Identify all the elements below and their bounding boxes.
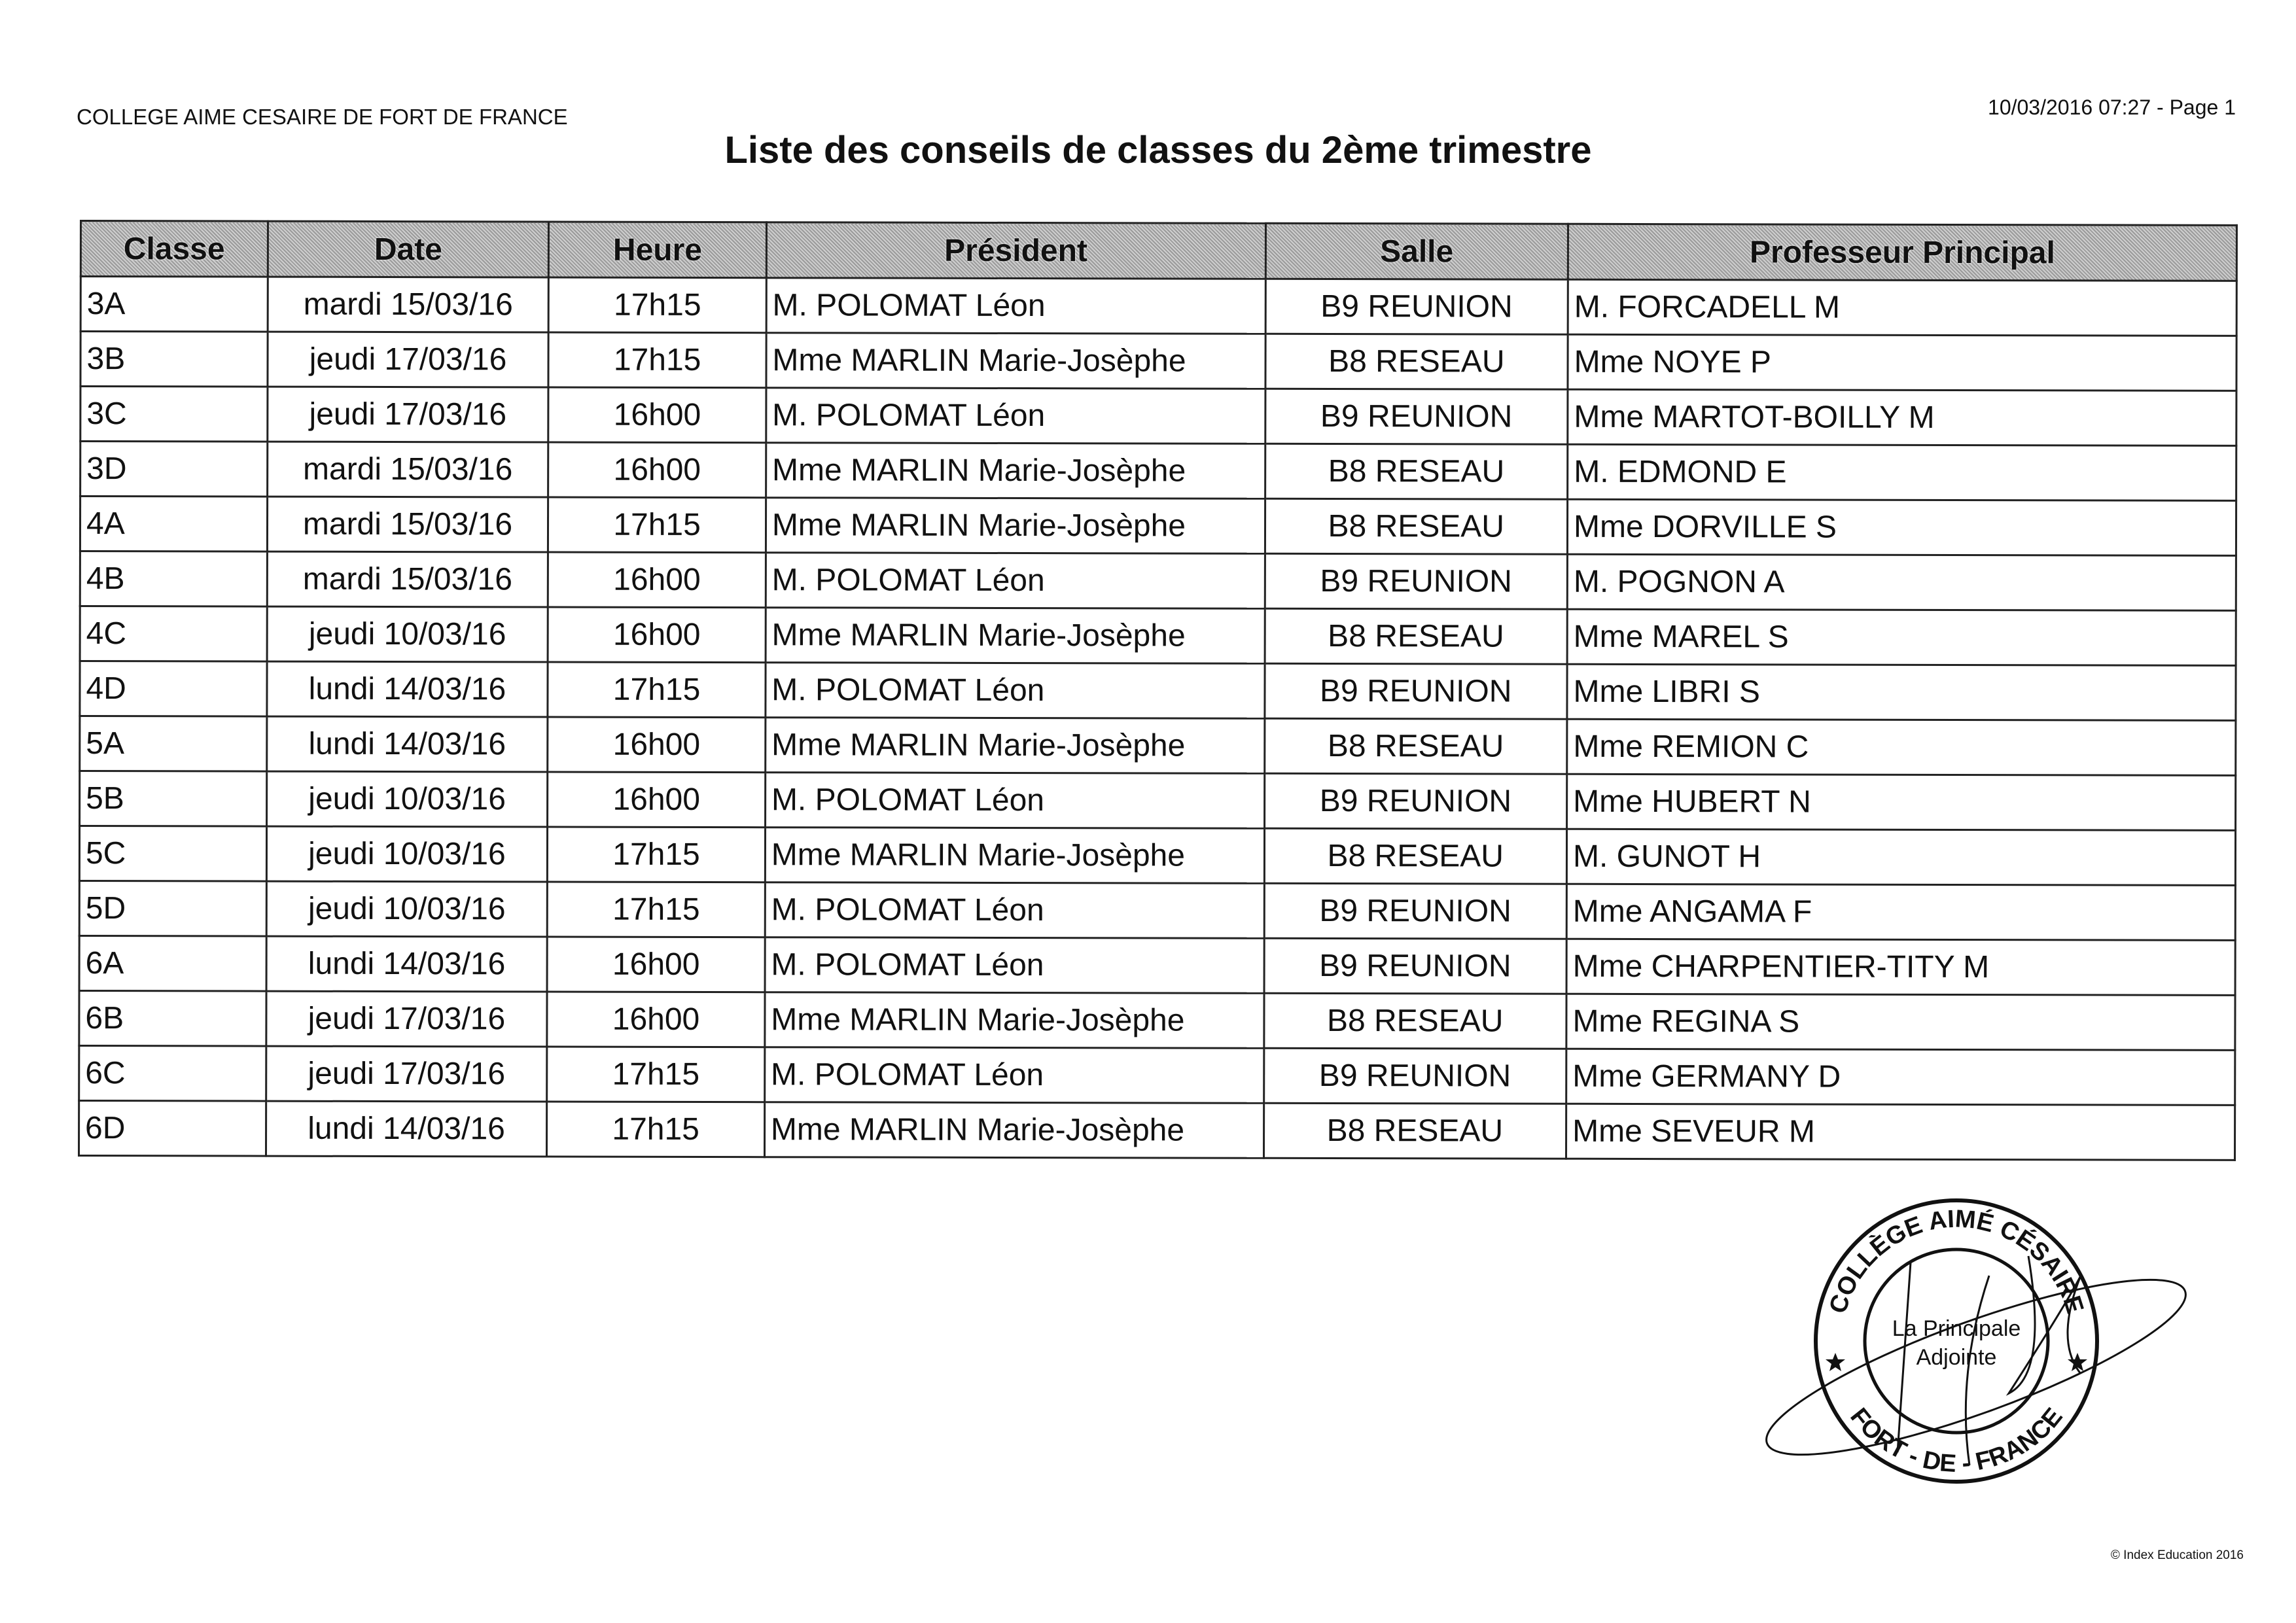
seal-center-line1: La Principale [1892, 1316, 2021, 1341]
table-cell: B8 RESEAU [1264, 718, 1567, 774]
table-cell: M. GUNOT H [1566, 829, 2235, 885]
table-row [80, 551, 2236, 611]
table-cell: Mme MARLIN Marie-Josèphe [766, 443, 1265, 499]
table-cell: lundi 14/03/16 [266, 716, 548, 772]
table-cell: M. POLOMAT Léon [765, 882, 1264, 939]
column-header: Heure [549, 222, 767, 278]
table-body [79, 277, 2237, 1161]
table-cell: B8 RESEAU [1265, 498, 1568, 554]
table-cell: M. POLOMAT Léon [766, 553, 1265, 609]
table-cell: M. POGNON A [1567, 554, 2236, 610]
table-cell: B9 REUNION [1264, 773, 1567, 829]
table-row [79, 826, 2235, 886]
table-cell: B9 REUNION [1264, 883, 1567, 939]
table-cell: 4D [80, 661, 267, 717]
table-cell: 17h15 [548, 827, 766, 882]
table-cell: B8 RESEAU [1264, 828, 1567, 884]
table-cell: B9 REUNION [1265, 553, 1568, 609]
seal-bottom-text: FORT - DE - FRANCE [1845, 1403, 2068, 1478]
table-cell: mardi 15/03/16 [267, 551, 548, 607]
table-cell: B9 REUNION [1263, 1048, 1566, 1104]
school-name: COLLEGE AIME CESAIRE DE FORT DE FRANCE [77, 105, 568, 129]
table-cell: M. POLOMAT Léon [765, 773, 1264, 829]
table-cell: jeudi 17/03/16 [266, 991, 547, 1047]
table-cell: 3A [80, 277, 268, 332]
table-cell: 3D [80, 442, 268, 497]
table-cell: 16h00 [548, 717, 766, 773]
table-row [80, 277, 2236, 336]
table-cell: B9 REUNION [1265, 279, 1568, 334]
table-row [80, 661, 2236, 721]
table-cell: 6D [79, 1101, 266, 1157]
table-cell: Mme HUBERT N [1567, 774, 2236, 830]
table-cell: Mme ANGAMA F [1566, 884, 2235, 940]
table-cell: Mme MARLIN Marie-Josèphe [765, 828, 1264, 884]
table-cell: Mme DORVILLE S [1567, 499, 2236, 555]
table-cell: Mme MARLIN Marie-Josèphe [764, 1102, 1263, 1159]
table-cell: Mme MARLIN Marie-Josèphe [766, 333, 1265, 389]
table-cell: Mme MARLIN Marie-Josèphe [766, 498, 1265, 554]
class-council-table [78, 220, 2238, 1161]
table-row [79, 991, 2235, 1051]
table-cell: 6B [79, 991, 266, 1047]
table-cell: jeudi 17/03/16 [266, 1046, 547, 1102]
table-cell: Mme CHARPENTIER-TITY M [1566, 939, 2235, 995]
table-cell: Mme MARLIN Marie-Josèphe [766, 718, 1265, 774]
table-cell: B8 RESEAU [1263, 993, 1566, 1049]
table-cell: 17h15 [548, 882, 766, 937]
table-cell: M. POLOMAT Léon [765, 937, 1264, 994]
table-cell: Mme MARLIN Marie-Josèphe [766, 608, 1265, 664]
table-cell: M. FORCADELL M [1568, 279, 2236, 336]
school-seal-signature [1740, 1191, 2238, 1498]
table-cell: M. POLOMAT Léon [766, 663, 1265, 719]
table-cell: 17h15 [548, 497, 766, 553]
table-cell: jeudi 10/03/16 [266, 826, 548, 882]
table-cell: B9 REUNION [1264, 663, 1567, 719]
table-header-row [80, 221, 2236, 281]
table-cell: B8 RESEAU [1265, 444, 1568, 499]
table-cell: mardi 15/03/16 [268, 277, 549, 332]
table-cell: Mme REMION C [1567, 719, 2236, 775]
table-cell: 5D [79, 881, 266, 937]
copyright: © Index Education 2016 [2110, 1548, 2244, 1562]
table-cell: Mme MARLIN Marie-Josèphe [765, 992, 1264, 1049]
table-row [79, 881, 2235, 941]
table-cell: B8 RESEAU [1265, 334, 1568, 389]
table-cell: jeudi 10/03/16 [266, 881, 548, 937]
table-cell: jeudi 17/03/16 [268, 332, 549, 387]
table-row [80, 387, 2236, 446]
table-cell: B8 RESEAU [1263, 1103, 1566, 1159]
seal-top-text: COLLÈGE AIMÉ CÉSAIRE [1824, 1205, 2089, 1317]
table-cell: 16h00 [548, 552, 766, 608]
table-cell: mardi 15/03/16 [267, 442, 548, 497]
table-cell: 6A [79, 936, 266, 992]
table-cell: Mme GERMANY D [1566, 1049, 2235, 1105]
table-cell: M. POLOMAT Léon [765, 1047, 1264, 1104]
page-title: Liste des conseils de classes du 2ème trimestre [724, 129, 1592, 171]
table-cell: 16h00 [548, 607, 766, 663]
table-row [80, 332, 2236, 391]
table-row [80, 771, 2236, 831]
table-row [80, 497, 2236, 556]
table-cell: B8 RESEAU [1265, 608, 1568, 664]
table-cell: 17h15 [547, 1102, 765, 1157]
table-cell: 3B [80, 332, 268, 387]
table-cell: 16h00 [547, 992, 765, 1047]
table-cell: 5C [79, 826, 266, 882]
table-cell: lundi 14/03/16 [266, 1101, 547, 1157]
table-cell: M. POLOMAT Léon [766, 278, 1265, 334]
column-header: Classe [80, 221, 268, 277]
table-cell: M. POLOMAT Léon [766, 388, 1265, 444]
table-cell: 5B [80, 771, 267, 827]
table-cell: 17h15 [547, 1047, 765, 1102]
table-cell: jeudi 10/03/16 [267, 606, 548, 662]
table-cell: Mme MARTOT-BOILLY M [1568, 389, 2236, 445]
table-cell: 16h00 [548, 442, 766, 498]
table-cell: 17h15 [548, 662, 766, 718]
table-cell: Mme NOYE P [1568, 334, 2236, 391]
table-cell: Mme MAREL S [1567, 609, 2236, 665]
table-cell: 6C [79, 1046, 266, 1102]
table-cell: B9 REUNION [1265, 389, 1568, 444]
column-header: Salle [1265, 223, 1568, 279]
table-cell: 4B [80, 551, 267, 607]
table-cell: Mme SEVEUR M [1566, 1104, 2235, 1160]
table-cell: 4A [80, 497, 267, 552]
table-cell: 5A [80, 716, 267, 772]
table-cell: Mme REGINA S [1566, 994, 2235, 1050]
table-row [80, 606, 2236, 666]
table-cell: 4C [80, 606, 267, 662]
column-header: Date [268, 221, 549, 277]
table-row [79, 1046, 2235, 1106]
table-cell: B9 REUNION [1264, 938, 1567, 994]
table-cell: mardi 15/03/16 [267, 497, 548, 552]
table-row [80, 442, 2236, 501]
table-cell: 3C [80, 387, 268, 442]
table-cell: 17h15 [548, 332, 766, 388]
table-cell: 16h00 [548, 772, 766, 828]
table-row [79, 936, 2235, 996]
table-cell: 16h00 [548, 387, 766, 443]
column-header: Président [766, 222, 1265, 279]
table-cell: 16h00 [547, 937, 765, 992]
table-cell: M. EDMOND E [1568, 444, 2236, 500]
table-cell: 17h15 [549, 277, 767, 333]
table-cell: Mme LIBRI S [1567, 664, 2236, 720]
print-date-page: 10/03/2016 07:27 - Page 1 [1988, 96, 2236, 119]
seal-center-line2: Adjointe [1916, 1345, 1997, 1370]
table-cell: lundi 14/03/16 [267, 661, 548, 717]
table-cell: jeudi 17/03/16 [267, 387, 548, 442]
star-icon [1826, 1353, 1845, 1371]
table-row [79, 1101, 2235, 1161]
column-header: Professeur Principal [1568, 224, 2236, 281]
table-cell: lundi 14/03/16 [266, 936, 548, 992]
table-row [80, 716, 2236, 776]
table-cell: jeudi 10/03/16 [266, 771, 548, 827]
